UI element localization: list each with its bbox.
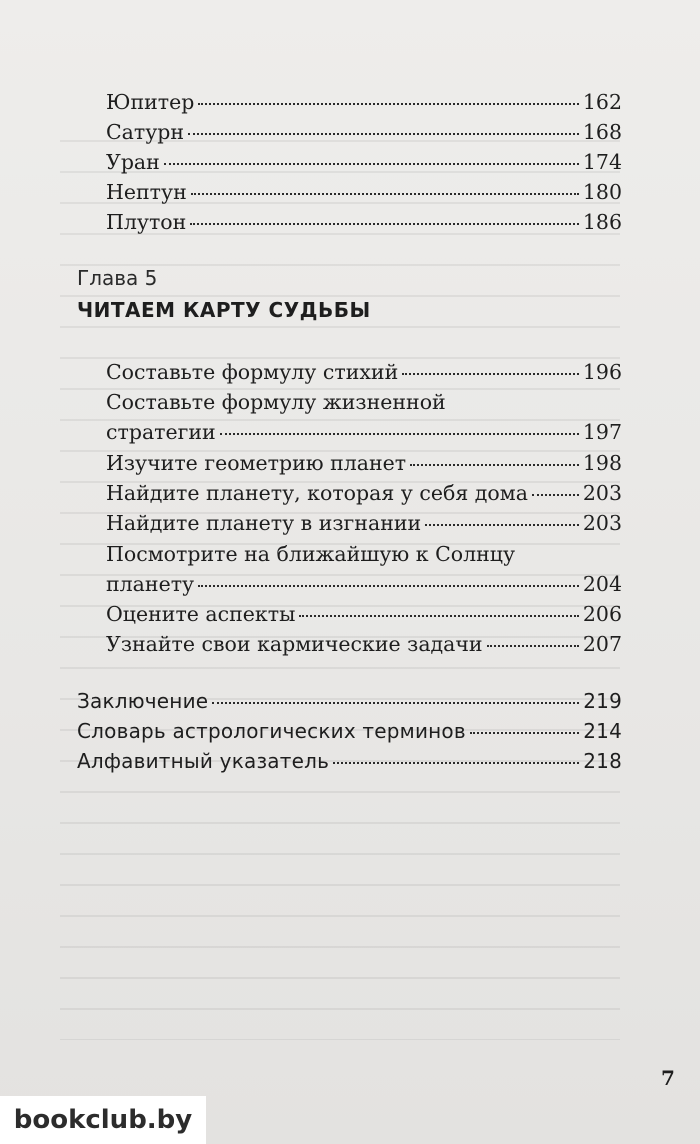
leader-dots: [190, 223, 579, 225]
leader-dots: [164, 163, 579, 165]
site-watermark: bookclub.by: [0, 1096, 206, 1144]
toc-entry-label: Оцените аспекты: [106, 602, 296, 626]
leader-dots: [198, 585, 579, 587]
toc-entry-page: 196: [582, 360, 622, 384]
leader-dots: [220, 433, 579, 435]
toc-entry: [106, 602, 622, 626]
leader-dots: [470, 732, 579, 734]
toc-entry-label: Составьте формулу стихий: [106, 360, 399, 384]
toc-entry: [77, 689, 622, 713]
toc-entry-label: Сатурн: [106, 120, 185, 144]
toc-entry: [106, 90, 622, 114]
toc-entry-page: 186: [582, 210, 622, 234]
toc-entry-page: 203: [582, 481, 622, 505]
toc-entry-label-line1: Посмотрите на ближайшую к Солнцу: [106, 542, 516, 566]
toc-entry-page: 162: [582, 90, 622, 114]
toc-entry: [106, 511, 622, 535]
toc-entry: [106, 120, 622, 144]
toc-entry: [106, 481, 622, 505]
toc-entry: [106, 420, 622, 444]
toc-entry: [106, 180, 622, 204]
leader-dots: [198, 103, 578, 105]
leader-dots: [487, 645, 579, 647]
toc-entry-page: 198: [582, 451, 622, 475]
toc-entry-page: 174: [582, 150, 622, 174]
toc-entry-label: Плутон: [106, 210, 187, 234]
toc-entry-page: 197: [582, 420, 622, 444]
chapter-title: ЧИТАЕМ КАРТУ СУДЬБЫ: [77, 298, 371, 322]
toc-entry-label: Изучите геометрию планет: [106, 451, 407, 475]
leader-dots: [333, 762, 579, 764]
toc-entry-page: 168: [582, 120, 622, 144]
toc-entry: [106, 632, 622, 656]
page-number: 7: [661, 1066, 675, 1090]
toc-entry-label: Найдите планету в изгнании: [106, 511, 422, 535]
leader-dots: [191, 193, 579, 195]
toc-entry: [106, 210, 622, 234]
toc-entry-page: 218: [583, 749, 622, 773]
toc-entry-page: 207: [582, 632, 622, 656]
toc-entry: [106, 150, 622, 174]
toc-entry: [77, 749, 622, 773]
toc-entry-label: планету: [106, 572, 195, 596]
toc-entry-label: Юпитер: [106, 90, 195, 114]
leader-dots: [425, 524, 579, 526]
toc-entry-page: 214: [583, 719, 622, 743]
toc-entry: [106, 360, 622, 384]
toc-entry: [77, 719, 622, 743]
toc-entry: [106, 451, 622, 475]
toc-entry: [106, 572, 622, 596]
toc-entry-label: Нептун: [106, 180, 187, 204]
toc-entry-page: 203: [582, 511, 622, 535]
leader-dots: [402, 373, 579, 375]
toc-entry-label: стратегии: [106, 420, 216, 444]
toc-entry-page: 206: [582, 602, 622, 626]
leader-dots: [188, 133, 579, 135]
leader-dots: [212, 702, 579, 704]
leader-dots: [299, 615, 578, 617]
toc-entry-page: 219: [583, 689, 622, 713]
toc-entry-label: Алфавитный указатель: [77, 749, 330, 773]
chapter-label: Глава 5: [77, 266, 158, 290]
toc-entry-label-line1: Составьте формулу жизненной: [106, 390, 446, 414]
toc-entry-label: Найдите планету, которая у себя дома: [106, 481, 528, 505]
toc-entry-page: 180: [582, 180, 622, 204]
toc-entry-label: Словарь астрологических терминов: [77, 719, 466, 743]
toc-entry-page: 204: [582, 572, 622, 596]
leader-dots: [410, 464, 579, 466]
toc-entry-label: Уран: [106, 150, 160, 174]
toc-entry-label: Заключение: [77, 689, 209, 713]
leader-dots: [532, 494, 579, 496]
toc-entry-label: Узнайте свои кармические задачи: [106, 632, 483, 656]
